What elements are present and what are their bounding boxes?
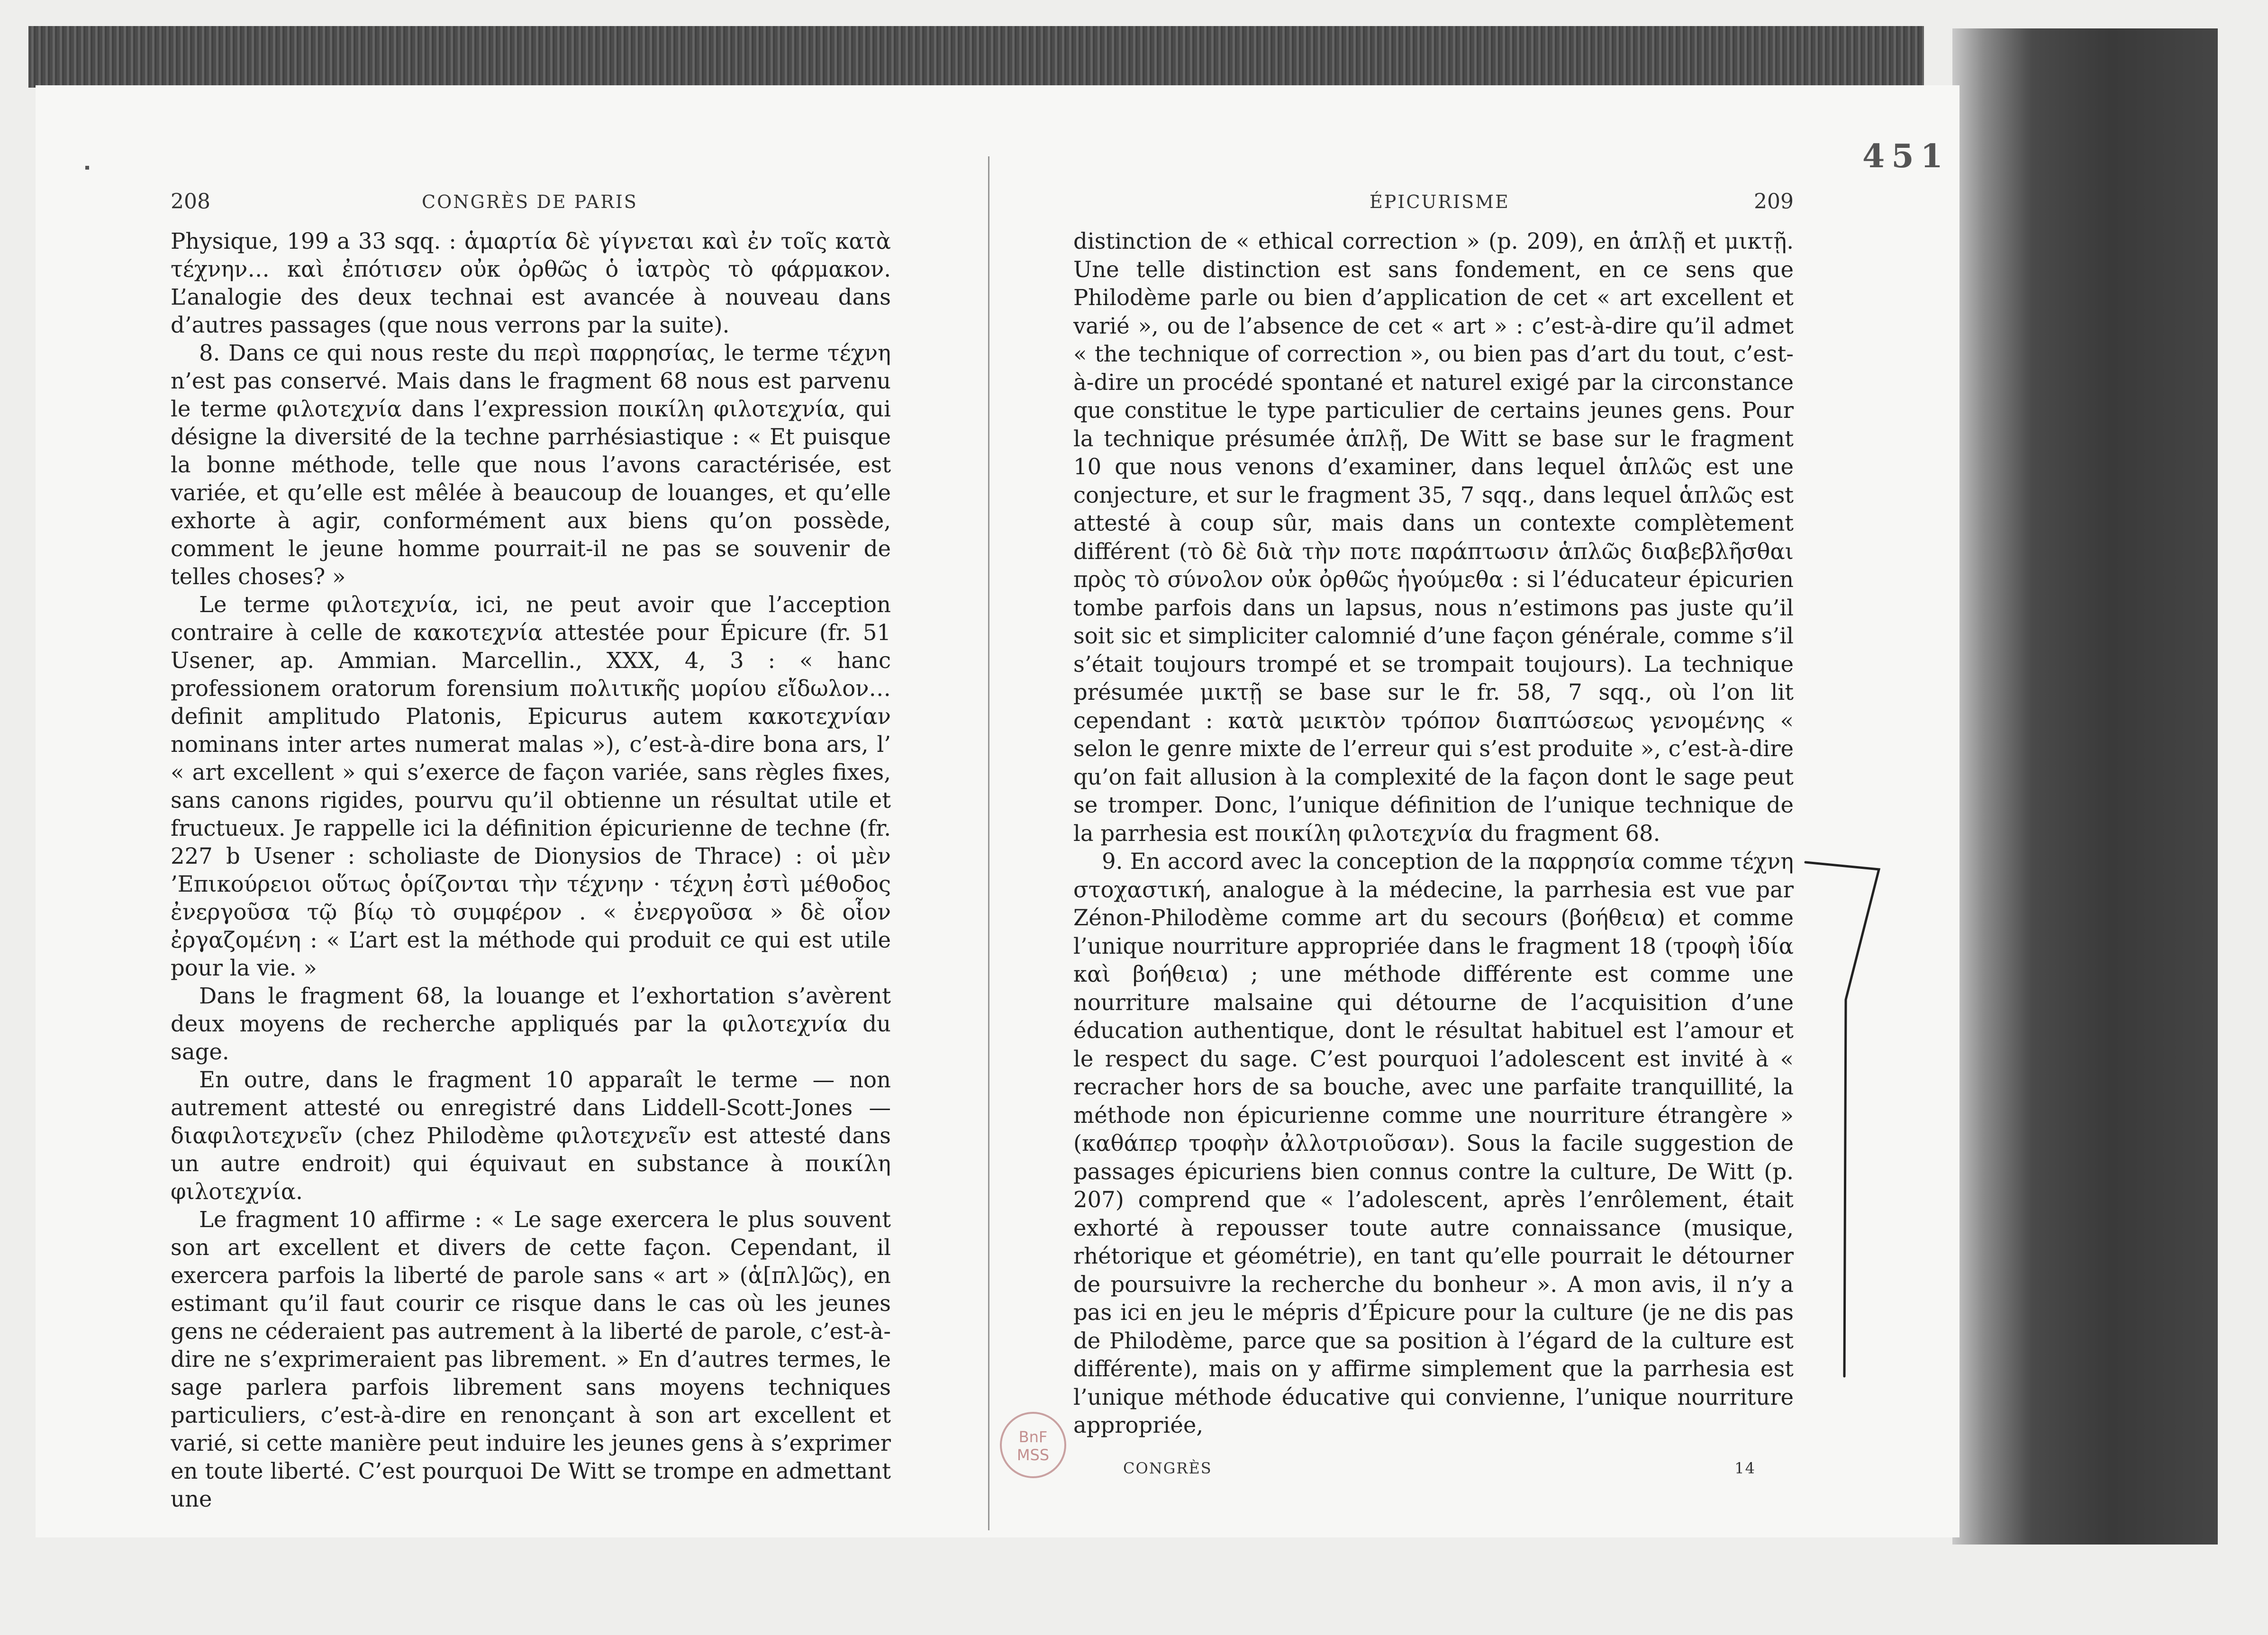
footer-gathering-number: 14 — [1734, 1459, 1756, 1477]
page-gutter — [988, 156, 989, 1530]
right-paragraph-1: distinction de « ethical correction » (p. 209), en ἁπλῇ et μικτῇ. Une telle distinction est sans fondement, en ce sens que Philodème parle ou bien d’application de cet « art excellent et varié », ou de l’absence de cet « art » : c’est-à-dire qu’il admet « the technique of correction », ou bien pas d’art du tout, c’est-à-dire un procédé spontané et naturel exigé par la circonstance que constitue le type particulier de certains jeunes gens. Pour la technique présumée ἁπλῇ, De Witt se base sur le fragment 10 que nous venons d’examiner, dans lequel ἁπλῶς est une conjecture, et sur le fragment 35, 7 sqq., dans lequel ἁπλῶς est attesté à coup sûr, mais dans un contexte complètement différent (τὸ δὲ διὰ τὴν ποτε παράπτωσιν ἁπλῶς διαβεβλῆσθαι πρὸς τὸ σύνολον οὐκ ὀρθῶς ἡγούμεθα : si l’éducateur épicurien tombe parfois dans un lapsus, nous n’estimons pas juste qu’il soit sic et simpliciter calomnié d’une façon générale, comme s’il s’était toujours trompé et se trompait toujours). La technique présumée μικτῇ se base sur le fr. 58, 7 sqq., où l’on lit cependant : κατὰ μεικτὸν τρόπον διαπτώσεως γενομένης « selon le genre mixte de l’erreur qui s’est produite », c’est-à-dire qu’on fait allusion à la complexité de la façon dont le sage peut se tromper. Donc, l’unique définition de l’unique technique de la parrhesia est ποικίλη φιλοτεχνία du fragment 68. — [1073, 228, 1794, 846]
stamp-line-1: BnF — [1018, 1428, 1048, 1446]
right-page-footer — [1073, 1459, 1794, 1483]
handwritten-bracket-mark — [1801, 858, 1886, 1379]
left-paragraph-1: Physique, 199 a 33 sqq. : ἁμαρτία δὲ γίγνεται καὶ ἐν τοῖς κατὰ τέχνην… καὶ ἐπότισεν οὐκ ὀρθῶς ὁ ἰατρὸς τὸ φάρμακον. L’analogie des deux technai est avancée à nouveau dans d’autres passages (que nous verrons par la suite). — [171, 228, 891, 338]
footer-signature: CONGRÈS — [1123, 1459, 1212, 1477]
left-page-number: 208 — [171, 190, 210, 214]
left-page — [171, 190, 891, 1513]
left-paragraph-6: Le fragment 10 affirme : « Le sage exercera le plus souvent son art excellent et divers de cette façon. Cependant, il exercera parfois la liberté de parole sans « art » (ἁ[πλ]ῶς), en estimant qu’il faut courir ce risque dans le cas où les jeunes gens ne céderaient pas autrement à la liberté de parole, c’est-à-dire ne s’exprimeraient pas librement. » En d’autres termes, le sage parlera parfois librement sans moyens techniques particuliers, c’est-à-dire en renonçant à son art excellent et varié, si cette manière peut induire les jeunes gens à s’exprimer en toute liberté. C’est pourquoi De Witt se trompe en admettant une — [171, 1207, 891, 1512]
left-page-body — [171, 227, 891, 1513]
left-paragraph-5: En outre, dans le fragment 10 apparaît le terme — non autrement attesté ou enregistré dans Liddell-Scott-Jones — διαφιλοτεχνεῖν (chez Philodème φιλοτεχνεῖν est attesté dans un autre endroit) qui équivaut en substance à ποικίλη φιλοτεχνία. — [171, 1067, 891, 1204]
right-paragraph-2: 9. En accord avec la conception de la παρρησία comme τέχνη στοχαστική, analogue à la médecine, la parrhesia est vue par Zénon-Philodème comme art du secours (βοήθεια) et comme l’unique nourriture appropriée dans le fragment 18 (τροφὴ ἰδία καὶ βοήθεια) ; une méthode différente est comme une nourriture malsaine qui détourne de l’acquisition d’une éducation authentique, dont le résultat habituel est l’amour et le respect du sage. C’est pourquoi l’adolescent est invité à « recracher hors de sa bouche, avec une parfaite tranquillité, la méthode non épicurienne comme une nourriture étrangère » (καθάπερ τροφὴν ἀλλοτριοῦσαν). Sous la facile suggestion de passages épicuriens bien connus contre la culture, De Witt (p. 207) comprend que « l’adolescent, après l’enrôlement, était exhorté à repousser toute autre connaissance (musique, rhétorique et géométrie), en tant qu’elle pourrait le détourner de poursuivre la recherche du bonheur ». A mon avis, il n’y a pas ici en jeu le mépris d’Épicure pour la culture (je ne dis pas de Philodème, parce que sa position à l’égard de la culture est différente), mais on y affirme simplement que la parrhesia est l’unique méthode éducative qui convienne, l’unique nourriture appropriée, — [1073, 849, 1794, 1438]
left-paragraph-4: Dans le fragment 68, la louange et l’exhortation s’avèrent deux moyens de recherche appliqués par la φιλοτεχνία du sage. — [171, 983, 891, 1065]
right-running-head: ÉPICURISME — [1370, 191, 1510, 212]
stamp-line-2: MSS — [1016, 1446, 1050, 1464]
right-page-number: 209 — [1754, 190, 1794, 214]
scan-right-border — [1952, 28, 2218, 1545]
left-paragraph-3: Le terme φιλοτεχνία, ici, ne peut avoir que l’acception contraire à celle de κακοτεχνία attestée pour Épicure (fr. 51 Usener, ap. Ammian. Marcellin., XXX, 4, 3 : « hanc professionem oratorum forensium πολιτικῆς μορίου εἴδωλον… definit amplitudo Platonis, Epicurus autem κακοτεχνίαν nominans inter artes numerat malas »), c’est-à-dire bona ars, l’ « art excellent » qui s’exerce de façon variée, sans règles fixes, sans canons rigides, pourvu qu’il obtienne un résultat utile et fructueux. Je rappelle ici la définition épicurienne de techne (fr. 227 b Usener : scholiaste de Dionysios de Thrace) : οἱ μὲν ’Επικούρειοι οὕτως ὁρίζονται τὴν τέχνην · τέχνη ἐστὶ μέθοδος ἐνεργοῦσα τῷ βίῳ τὸ συμφέρον . « ἐνεργοῦσα » δὲ οἷον ἐργαζομένη : « L’art est la méthode qui produit ce qui est utile pour la vie. » — [171, 592, 891, 981]
right-page-body — [1073, 227, 1794, 1440]
library-stamp — [1000, 1412, 1066, 1478]
folio-number: 451 — [1862, 137, 1950, 175]
left-running-head: CONGRÈS DE PARIS — [422, 191, 638, 212]
right-page-header — [1073, 190, 1794, 218]
scan-speck — [85, 166, 89, 170]
right-page — [1073, 190, 1794, 1477]
left-paragraph-2: 8. Dans ce qui nous reste du περὶ παρρησίας, le terme τέχνη n’est pas conservé. Mais dans le fragment 68 nous est parvenu le terme φιλοτεχνία dans l’expression ποικίλη φιλοτεχνία, qui désigne la diversité de la techne parrhésiastique : « Et puisque la bonne méthode, telle que nous l’avons caractérisée, est variée, et qu’elle est mêlée à beaucoup de louanges, et qu’elle exhorte à agir, conformément aux biens qu’on possède, comment le jeune homme pourrait-il ne pas se souvenir de telles choses? » — [171, 340, 891, 589]
left-page-header — [171, 190, 891, 218]
scan-top-border — [28, 26, 1924, 88]
